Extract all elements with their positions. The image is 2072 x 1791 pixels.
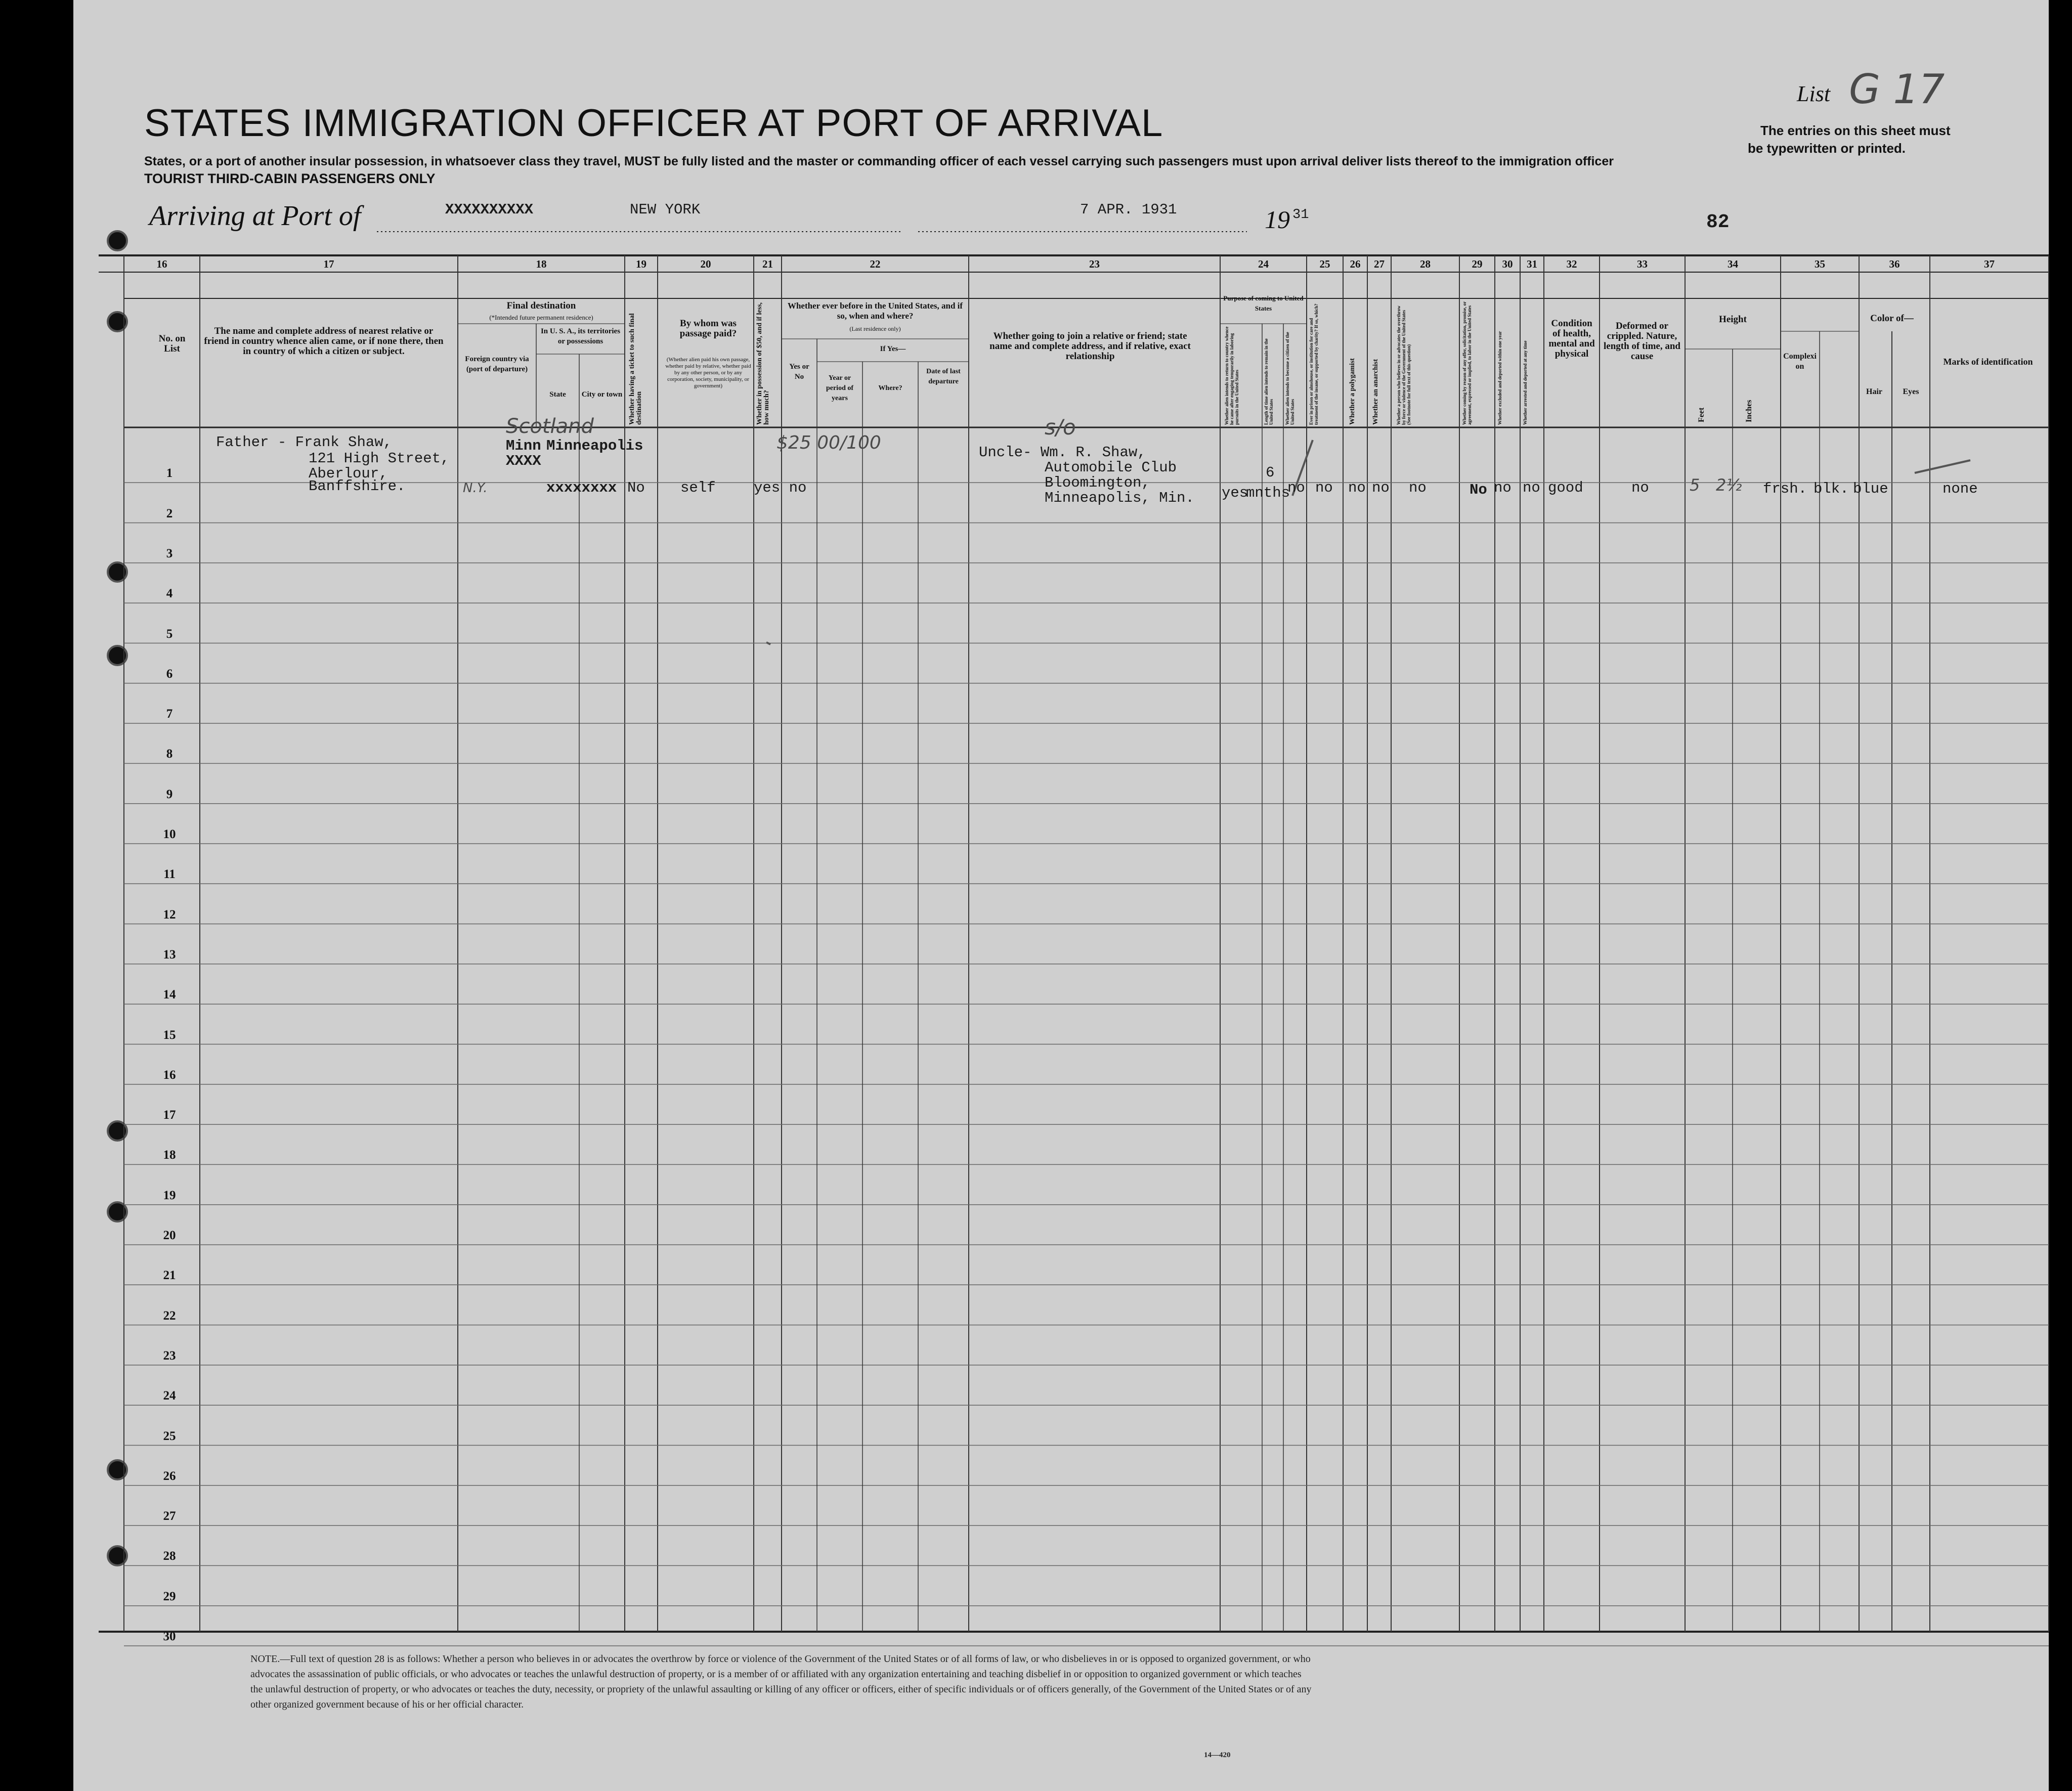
col37-header: Marks of identification [1943, 357, 2033, 367]
row-number: 13 [163, 947, 176, 962]
arrival-port: NEW YORK [630, 201, 701, 218]
column-number: 32 [1566, 258, 1577, 270]
col18-usa: In U. S. A., its territories or possessions [540, 327, 621, 345]
ticket: No [627, 479, 645, 496]
column-number: 23 [1089, 258, 1100, 270]
row-number: 18 [163, 1148, 176, 1162]
col17-header: The name and complete address of nearest relative or friend in country whence alien came, or if none there, then in country of which a citizen or subject. [204, 326, 444, 357]
col22-date: Date of last departure [926, 368, 961, 385]
col20-note: (Whether alien paid his own passage, whether paid by relative, whether paid by any other person, or by any corporation, society, municipality, or government) [665, 357, 751, 389]
row-number: 21 [163, 1269, 176, 1283]
row-number: 12 [163, 907, 176, 922]
row-number: 7 [166, 707, 173, 721]
arrival-date: 7 APR. 1931 [1080, 201, 1177, 218]
column-number: 33 [1637, 258, 1648, 270]
row-number: 20 [163, 1229, 176, 1242]
row-number: 14 [163, 988, 176, 1002]
sheet-number: 82 [1706, 211, 1730, 233]
column-number: 19 [636, 258, 646, 270]
join-handwritten: s/o [1045, 415, 1076, 440]
join-line4: Minneapolis, Min. [1045, 490, 1194, 506]
row-number: 5 [166, 627, 173, 641]
col34-inches: Inches [1745, 400, 1753, 422]
col22-yes-no: Yes or No [789, 363, 809, 381]
year-prefix: 19 [1265, 205, 1290, 234]
column-number: 20 [700, 258, 711, 270]
col32-header: Condition of health, mental and physical [1548, 318, 1595, 359]
column-number: 31 [1527, 258, 1537, 270]
row-number: 25 [163, 1429, 176, 1443]
row-number: 22 [163, 1308, 176, 1323]
col18-foreign: Foreign country via (port of departure) [465, 355, 529, 373]
form-number: 14—420 [1204, 1751, 1231, 1759]
col30-header: Whether excluded and deported within one year [1497, 331, 1502, 425]
health: good [1548, 479, 1583, 496]
col23-header: Whether going to join a relative or friend; state name and complete address, and if relative, exact relationship [989, 331, 1191, 362]
col29-header: Whether coming by reason of any offer, solicitation, promise, or agreement, expressed or implied, to labor in the United States [1462, 301, 1472, 425]
q29: No [1470, 482, 1487, 498]
col26-header: Whether a polygamist [1349, 358, 1356, 425]
row-number: 4 [166, 587, 173, 601]
col18-state: State [549, 390, 566, 399]
row-number: 19 [163, 1188, 176, 1202]
q31: no [1523, 479, 1540, 496]
year-suffix: 31 [1292, 207, 1309, 223]
col18-note: (*Intended future permanent residence) [489, 314, 593, 321]
row-number: 6 [166, 667, 173, 681]
manifest-sheet [73, 0, 2049, 1791]
col34-header: Height [1719, 314, 1747, 325]
dest-state-crossed: XXXX [506, 453, 541, 469]
marks: none [1942, 480, 1978, 497]
column-number: 34 [1728, 258, 1738, 270]
paid-by: self [680, 479, 716, 496]
before-in-us: yes no [754, 479, 807, 496]
purpose-length-num: 6 [1266, 464, 1275, 481]
citizen: no [1287, 479, 1305, 496]
hair: blk. [1814, 480, 1849, 497]
col36-hair: Hair [1866, 387, 1882, 396]
column-number: 29 [1472, 258, 1483, 270]
col24a-header: Whether alien intends to return to country whence he came after engaging temporarily in laboring pursuits in the United States [1224, 326, 1239, 425]
join-line2: Automobile Club [1045, 459, 1177, 476]
row-number: 16 [163, 1068, 176, 1082]
col20-header: By whom was passage paid? [679, 318, 737, 339]
col36-eyes: Eyes [1903, 387, 1919, 396]
col24-header: Purpose of coming to United States [1223, 294, 1304, 312]
row-number: 30 [163, 1630, 176, 1643]
row-number: 10 [163, 827, 176, 841]
row-number: 11 [163, 867, 176, 882]
row-number: 17 [163, 1108, 176, 1122]
row-number: 3 [166, 546, 173, 560]
column-number: 24 [1258, 258, 1269, 270]
typewritten-note-2: be typewritten or printed. [1748, 141, 1906, 156]
col34-feet: Feet [1697, 407, 1706, 422]
form-subtitle: States, or a port of another insular possession, in whatsoever class they travel, MUST be fully listed and the master or commanding officer of each vessel carrying such passengers must upon arrival deliver lists thereof to the immigration officer [144, 154, 1614, 168]
dest-city-crossed: xxxxxxxx [546, 479, 617, 496]
col36-header: Color of— [1870, 313, 1914, 324]
list-label: List [1797, 81, 1831, 106]
col28-header: Whether a person who believes in or advocates the overthrow by force or violence of the Government of the United States (See footnote for full text of this question) [1396, 305, 1411, 425]
column-number: 17 [323, 258, 334, 270]
col22-if-yes: If Yes— [880, 345, 906, 353]
col22-where: Where? [878, 384, 902, 392]
row-number: 8 [166, 747, 173, 761]
eyes: blue [1853, 480, 1888, 497]
purpose-length: mnths [1246, 485, 1290, 501]
row-number: 2 [166, 506, 173, 520]
col33-header: Deformed or crippled. Nature, length of time, and cause [1604, 321, 1680, 362]
foreign-via: N.Y. [463, 480, 488, 496]
anarchist: no [1372, 479, 1390, 496]
polygamist: no [1348, 479, 1366, 496]
col25-header: Ever in prison or almshouse, or institution for care and treatment of the insane, or supported by charity? If so, which? [1309, 303, 1319, 425]
column-number: 36 [1889, 258, 1900, 270]
col22-header: Whether ever before in the United States, and if so, when and where? [787, 301, 963, 321]
row-number: 9 [166, 787, 173, 801]
col19-header: Whether having a ticket to such final destination [628, 313, 643, 425]
column-number: 30 [1502, 258, 1513, 270]
form-subtitle-class: TOURIST THIRD-CABIN PASSENGERS ONLY [144, 171, 436, 186]
col16-header: No. on List [158, 333, 186, 354]
column-number: 18 [536, 258, 547, 270]
row-number: 29 [163, 1589, 176, 1603]
col22-note: (Last residence only) [849, 325, 901, 332]
column-number: 27 [1374, 258, 1385, 270]
row-number: 28 [163, 1549, 176, 1563]
row-number: 23 [163, 1348, 176, 1363]
row-number: 15 [163, 1028, 176, 1042]
relative-line4: Banffshire. [309, 478, 406, 495]
col35-header: Complexion [1783, 352, 1817, 371]
join-line1: Uncle- Wm. R. Shaw, [979, 444, 1146, 461]
deformed: no [1631, 479, 1649, 496]
list-number: G 17 [1849, 66, 1945, 113]
purpose-return: yes [1222, 485, 1248, 501]
column-number: 37 [1984, 258, 1995, 270]
dest-state: Minn [506, 438, 541, 454]
height-feet: 5 [1690, 475, 1700, 495]
relative-line1: Father - Frank Shaw, [216, 434, 393, 451]
relative-line3: Aberlour, [309, 465, 388, 482]
prison: no [1315, 479, 1333, 496]
column-number: 21 [762, 258, 773, 270]
column-number: 26 [1350, 258, 1361, 270]
column-number: 16 [156, 258, 167, 270]
col18-city: City or town [581, 390, 623, 399]
row-number: 1 [166, 466, 173, 480]
foreign-country-handwritten: Scotland [506, 415, 594, 438]
q28: no [1409, 479, 1427, 496]
column-number: 28 [1420, 258, 1431, 270]
footnote: NOTE.—Full text of question 28 is as follows: Whether a person who believes in or advocates the overthrow by force or violence of the Government of the United States or of all forms of law, or who disbelieves in or is opposed to organized government, or who advocates the assassination of public officials, or who advocates or teaches the unlawful destruction of property, or is a member of or affiliated with any organization entertaining and teaching disbelief in or opposition to organized government or which teaches the unlawful destruction of property, or who advocates or teaches the duty, necessity, or propriety of the unlawful assaulting or killing of any officer or officers, either of specific individuals or of officers generally, of the Government of the United States or of any other organized government because of his or her official character. [250, 1653, 1312, 1710]
dest-city: Minneapolis [546, 438, 643, 454]
complexion: frsh. [1763, 480, 1807, 497]
row-number: 27 [163, 1509, 176, 1523]
crossed-port: XXXXXXXXXX [445, 201, 534, 218]
typewritten-note-1: The entries on this sheet must [1760, 123, 1951, 138]
q30: no [1494, 479, 1512, 496]
money: $25 00/100 [776, 432, 881, 453]
relative-line2: 121 High Street, [309, 450, 450, 467]
column-number: 22 [870, 258, 881, 270]
col22-year: Year or period of years [826, 374, 854, 402]
arriving-label: Arriving at Port of [149, 200, 361, 232]
join-line3: Bloomington, [1045, 474, 1150, 491]
height-inches: 2½ [1716, 475, 1742, 495]
column-number: 25 [1319, 258, 1330, 270]
col24c-header: Whether alien intends to become a citizen of the United States [1285, 332, 1295, 425]
row-number: 24 [163, 1389, 176, 1403]
col27-header: Whether an anarchist [1372, 359, 1379, 425]
col21-header: Whether in possession of $50, and if less, how much? [756, 302, 770, 425]
row-number: 26 [163, 1469, 176, 1483]
column-number: 35 [1815, 258, 1825, 270]
col31-header: Whether arrested and deported at any time [1523, 340, 1528, 425]
col18-header: Final destination [506, 300, 576, 311]
form-title: STATES IMMIGRATION OFFICER AT PORT OF ARRIVAL [144, 102, 1163, 145]
col24b-header: Length of time alien intends to remain in the United States [1264, 338, 1274, 425]
